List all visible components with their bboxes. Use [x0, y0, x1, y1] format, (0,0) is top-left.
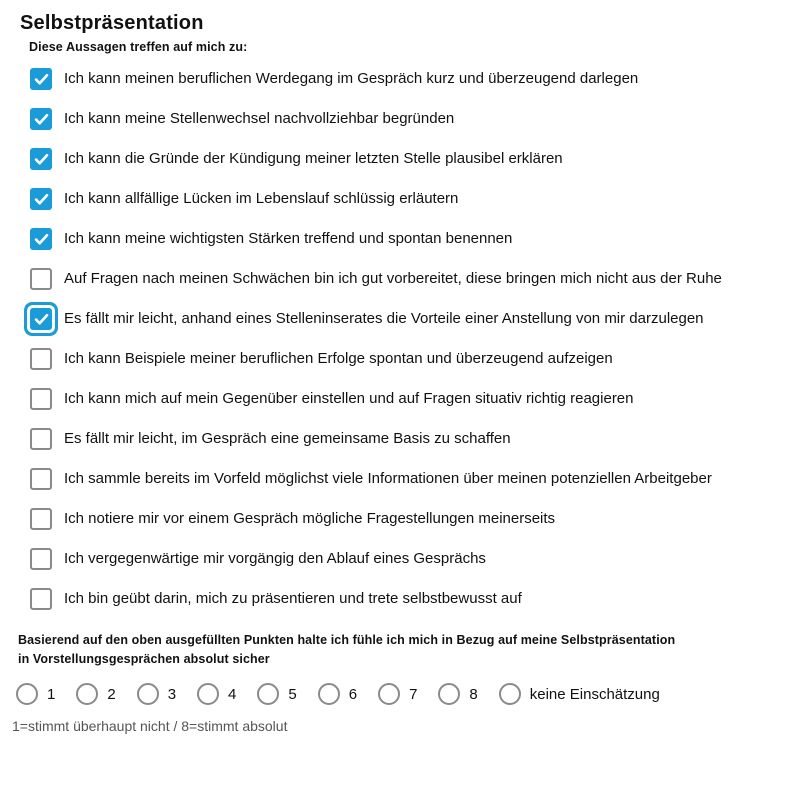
checklist-row — [30, 267, 769, 291]
radio-button[interactable] — [76, 683, 98, 705]
radio-button[interactable] — [137, 683, 159, 705]
checkmark-icon — [34, 73, 49, 86]
radio-button[interactable] — [499, 683, 521, 705]
checkbox-label: Es fällt mir leicht, anhand eines Stelleninserates die Vorteile einer Anstellung von mir darzulegen — [64, 310, 704, 327]
checklist-row — [30, 507, 769, 531]
radio-option — [137, 683, 176, 705]
radio-label: 2 — [107, 685, 116, 703]
checkbox-checked[interactable] — [30, 228, 52, 250]
checklist-row — [30, 187, 769, 211]
radio-option — [76, 683, 115, 705]
rating-section — [12, 631, 769, 734]
radio-label: 7 — [409, 685, 418, 703]
rating-legend: 1=stimmt überhaupt nicht / 8=stimmt absolut — [12, 718, 288, 734]
checkbox-unchecked[interactable] — [30, 388, 52, 410]
checkmark-icon — [34, 233, 49, 246]
checkbox-unchecked[interactable] — [30, 548, 52, 570]
checkbox-label: Ich kann meine wichtigsten Stärken treffend und spontan benennen — [64, 230, 513, 247]
checkbox-unchecked[interactable] — [30, 508, 52, 530]
radio-button[interactable] — [378, 683, 400, 705]
radio-button[interactable] — [197, 683, 219, 705]
radio-label: 6 — [348, 685, 358, 703]
checklist-row — [30, 147, 769, 171]
rating-question: Basierend auf den oben ausgefüllten Punkten halte ich fühle ich mich in Bezug auf meine Selbstpräsentation in Vorstellungsgesprächen absolut sicher — [18, 633, 676, 666]
checkbox-label: Ich vergegenwärtige mir vorgängig den Ablauf eines Gesprächs — [64, 550, 486, 567]
checkbox-unchecked[interactable] — [30, 468, 52, 490]
radio-label: 4 — [228, 685, 237, 703]
checkbox-unchecked[interactable] — [30, 268, 52, 290]
checklist-instruction: Diese Aussagen treffen auf mich zu: — [29, 40, 248, 54]
checkbox-unchecked[interactable] — [30, 348, 52, 370]
checklist-row — [30, 227, 769, 251]
radio-label: 1 — [47, 685, 56, 703]
radio-option — [197, 683, 236, 705]
radio-label: 3 — [167, 685, 177, 703]
checkbox-label: Ich kann Beispiele meiner beruflichen Erfolge spontan und überzeugend aufzeigen — [64, 350, 613, 367]
checklist-row — [30, 587, 769, 611]
checkbox-label: Es fällt mir leicht, im Gespräch eine gemeinsame Basis zu schaffen — [64, 430, 511, 447]
checklist-row — [30, 107, 769, 131]
checklist-row — [30, 67, 769, 91]
checkbox-unchecked[interactable] — [30, 588, 52, 610]
checkbox-checked[interactable] — [30, 68, 52, 90]
checkbox-label: Ich kann meine Stellenwechsel nachvollziehbar begründen — [64, 110, 455, 127]
checkbox-label: Ich bin geübt darin, mich zu präsentieren und trete selbstbewusst auf — [64, 590, 522, 607]
radio-option — [257, 683, 296, 705]
checklist — [30, 67, 769, 611]
rating-options — [16, 683, 769, 705]
radio-button[interactable] — [318, 683, 340, 705]
checkmark-icon — [34, 193, 49, 206]
radio-button[interactable] — [438, 683, 460, 705]
checklist-row — [30, 547, 769, 571]
radio-label: 8 — [469, 685, 478, 703]
radio-option — [318, 683, 357, 705]
checkbox-checked[interactable] — [30, 108, 52, 130]
radio-button[interactable] — [16, 683, 38, 705]
checklist-row — [30, 347, 769, 371]
radio-label: keine Einschätzung — [529, 685, 660, 703]
checkmark-icon — [34, 153, 49, 166]
checkbox-label: Ich kann die Gründe der Kündigung meiner letzten Stelle plausibel erklären — [64, 150, 563, 167]
checkbox-label: Ich kann meinen beruflichen Werdegang im Gespräch kurz und überzeugend darlegen — [64, 70, 639, 87]
checklist-row — [30, 467, 769, 491]
checkbox-label: Auf Fragen nach meinen Schwächen bin ich gut vorbereitet, diese bringen mich nicht aus der Ruhe — [64, 270, 722, 287]
radio-option — [16, 683, 55, 705]
radio-option — [378, 683, 417, 705]
checklist-row — [30, 427, 769, 451]
checkbox-unchecked[interactable] — [30, 428, 52, 450]
checkbox-label: Ich kann mich auf mein Gegenüber einstellen und auf Fragen situativ richtig reagieren — [64, 390, 634, 407]
checkmark-icon — [34, 313, 49, 326]
page-title: Selbstpräsentation — [20, 12, 204, 34]
checkbox-checked[interactable] — [30, 188, 52, 210]
checkbox-checked[interactable] — [30, 148, 52, 170]
radio-option — [499, 683, 660, 705]
checkbox-checked[interactable] — [30, 308, 52, 330]
checkbox-label: Ich notiere mir vor einem Gespräch mögliche Fragestellungen meinerseits — [64, 510, 556, 527]
checklist-row — [30, 307, 769, 331]
radio-label: 5 — [288, 685, 297, 703]
checkbox-label: Ich sammle bereits im Vorfeld möglichst viele Informationen über meinen potenziellen Arbeitgeber — [64, 470, 712, 487]
checkbox-label: Ich kann allfällige Lücken im Lebenslauf schlüssig erläutern — [64, 190, 459, 207]
checkmark-icon — [34, 113, 49, 126]
radio-option — [438, 683, 477, 705]
checklist-row — [30, 387, 769, 411]
radio-button[interactable] — [257, 683, 279, 705]
